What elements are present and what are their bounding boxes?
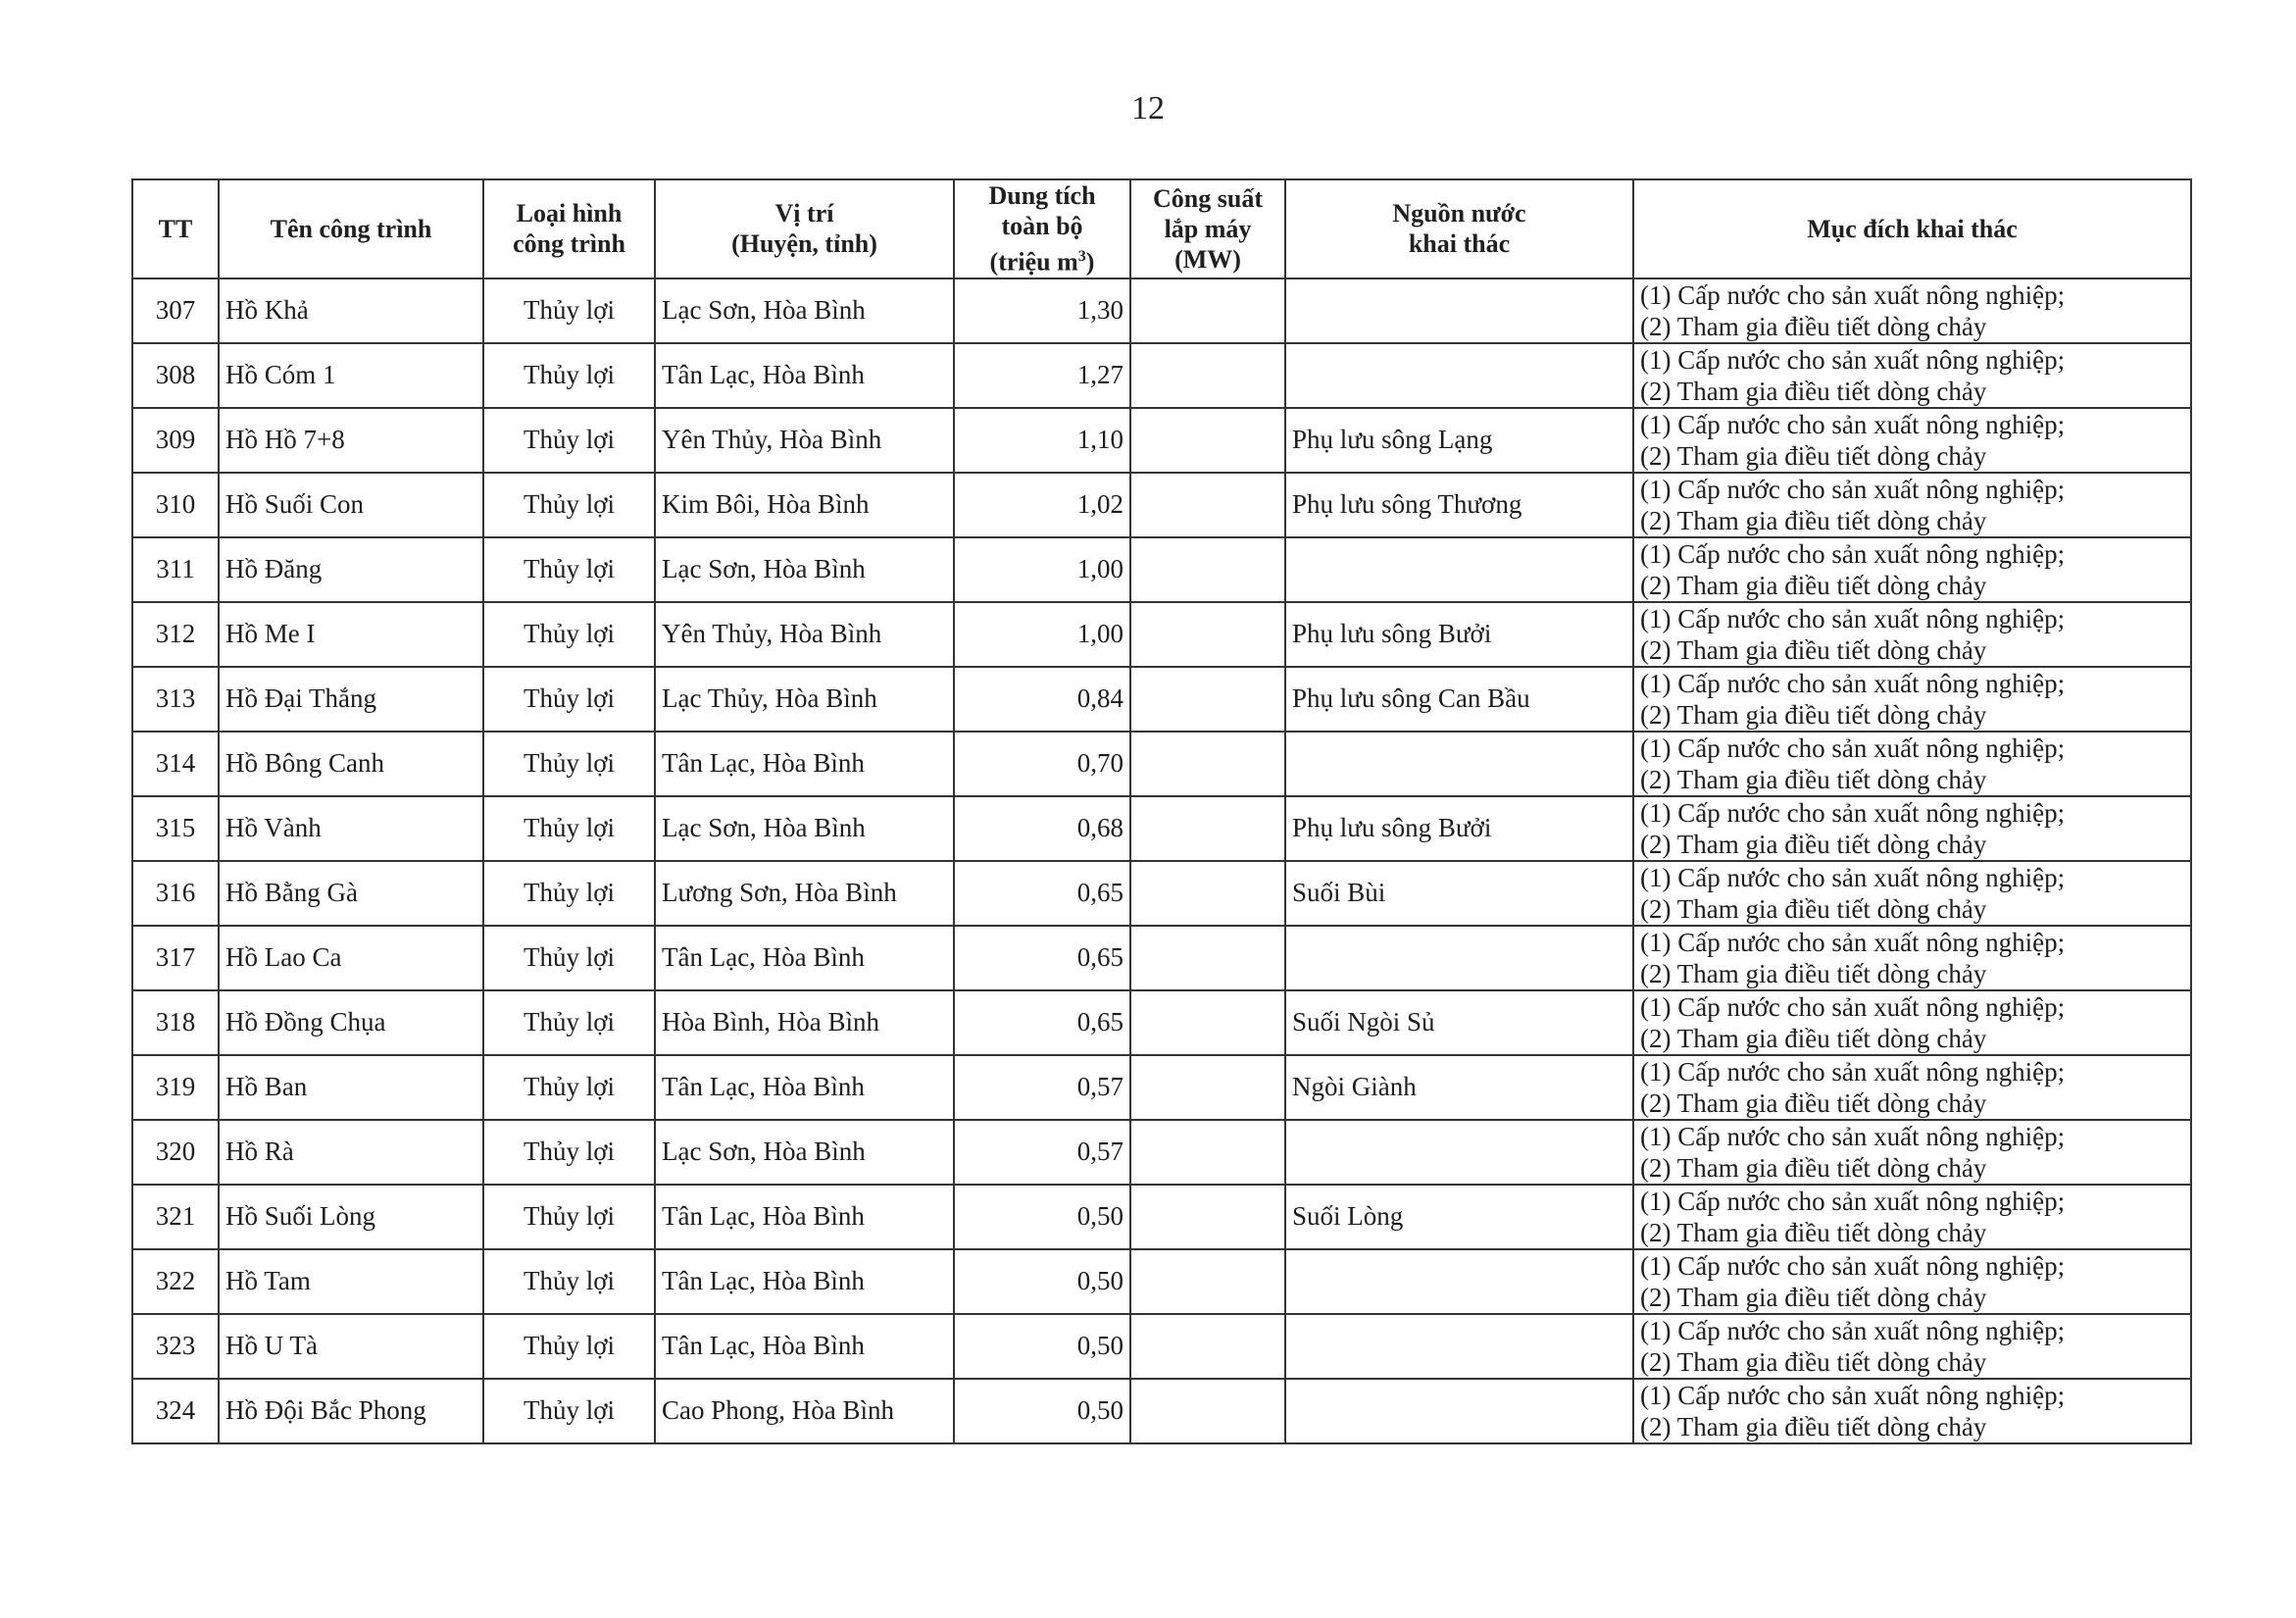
purpose-line-2: (2) Tham gia điều tiết dòng chảy: [1640, 829, 1987, 859]
table-row: [132, 732, 2191, 796]
cell-source: [1285, 1379, 1633, 1443]
cell-tt: 319: [132, 1055, 219, 1120]
table-row: [132, 667, 2191, 732]
purpose-line-1: (1) Cấp nước cho sản xuất nông nghiệp;: [1640, 668, 2066, 698]
cell-power: [1130, 473, 1285, 537]
table-row: [132, 1314, 2191, 1379]
cell-power: [1130, 1055, 1285, 1120]
cell-type: Thủy lợi: [483, 1055, 655, 1120]
cell-purpose: [1633, 1314, 2191, 1379]
cell-capacity: 0,68: [954, 796, 1130, 861]
cell-name: Hồ Đội Bắc Phong: [219, 1379, 483, 1443]
purpose-line-2: (2) Tham gia điều tiết dòng chảy: [1640, 1152, 1987, 1183]
header-source: Nguồn nước khai thác: [1285, 179, 1633, 278]
purpose-line-1: (1) Cấp nước cho sản xuất nông nghiệp;: [1640, 797, 2066, 828]
cell-name: Hồ U Tà: [219, 1314, 483, 1379]
cell-name: Hồ Vành: [219, 796, 483, 861]
cell-location: Lạc Sơn, Hòa Bình: [655, 796, 954, 861]
cell-name: Hồ Hồ 7+8: [219, 408, 483, 473]
table-header: [132, 179, 2191, 278]
cell-name: Hồ Ban: [219, 1055, 483, 1120]
cell-location: Lạc Sơn, Hòa Bình: [655, 1120, 954, 1185]
cell-location: Kim Bôi, Hòa Bình: [655, 473, 954, 537]
table-row: [132, 861, 2191, 926]
cell-name: Hồ Suối Lòng: [219, 1185, 483, 1249]
page-number: 12: [1131, 90, 1165, 126]
cell-power: [1130, 667, 1285, 732]
table-row: [132, 1185, 2191, 1249]
purpose-line-2: (2) Tham gia điều tiết dòng chảy: [1640, 634, 1987, 665]
purpose-line-2: (2) Tham gia điều tiết dòng chảy: [1640, 1346, 1987, 1377]
cell-type: Thủy lợi: [483, 537, 655, 602]
purpose-line-2: (2) Tham gia điều tiết dòng chảy: [1640, 893, 1987, 924]
cell-capacity: 1,10: [954, 408, 1130, 473]
cell-type: Thủy lợi: [483, 602, 655, 667]
cell-location: Tân Lạc, Hòa Bình: [655, 926, 954, 990]
cell-source: Phụ lưu sông Lạng: [1285, 408, 1633, 473]
cell-tt: 317: [132, 926, 219, 990]
purpose-line-1: (1) Cấp nước cho sản xuất nông nghiệp;: [1640, 991, 2066, 1022]
table-row: [132, 926, 2191, 990]
header-capacity: Dung tích toàn bộ (triệu $m^3$): [954, 179, 1130, 278]
cell-capacity: 0,50: [954, 1249, 1130, 1314]
cell-source: Suối Lòng: [1285, 1185, 1633, 1249]
cell-capacity: 1,02: [954, 473, 1130, 537]
purpose-line-1: (1) Cấp nước cho sản xuất nông nghiệp;: [1640, 927, 2066, 957]
purpose-line-1: (1) Cấp nước cho sản xuất nông nghiệp;: [1640, 538, 2066, 569]
cell-power: [1130, 278, 1285, 343]
table-row: [132, 1249, 2191, 1314]
cell-tt: 309: [132, 408, 219, 473]
cell-purpose: [1633, 473, 2191, 537]
purpose-line-1: (1) Cấp nước cho sản xuất nông nghiệp;: [1640, 603, 2066, 633]
cell-capacity: 1,30: [954, 278, 1130, 343]
cell-tt: 314: [132, 732, 219, 796]
cell-source: [1285, 1249, 1633, 1314]
cell-location: Tân Lạc, Hòa Bình: [655, 1249, 954, 1314]
cell-capacity: 0,65: [954, 861, 1130, 926]
cell-location: Yên Thủy, Hòa Bình: [655, 408, 954, 473]
header-row: [132, 179, 2191, 278]
cell-tt: 318: [132, 990, 219, 1055]
cell-type: Thủy lợi: [483, 1314, 655, 1379]
cell-capacity: 1,00: [954, 537, 1130, 602]
cell-type: Thủy lợi: [483, 1120, 655, 1185]
cell-type: Thủy lợi: [483, 278, 655, 343]
cell-type: Thủy lợi: [483, 1249, 655, 1314]
purpose-line-2: (2) Tham gia điều tiết dòng chảy: [1640, 764, 1987, 794]
header-tt: TT: [132, 179, 219, 278]
table-row: [132, 537, 2191, 602]
cell-name: Hồ Lao Ca: [219, 926, 483, 990]
cell-power: [1130, 1314, 1285, 1379]
reservoir-table: [131, 178, 2192, 1444]
cell-power: [1130, 1379, 1285, 1443]
table-row: [132, 343, 2191, 408]
table-row: [132, 602, 2191, 667]
table-row: [132, 796, 2191, 861]
cell-tt: 324: [132, 1379, 219, 1443]
cell-purpose: [1633, 278, 2191, 343]
cell-tt: 308: [132, 343, 219, 408]
cell-source: Phụ lưu sông Thương: [1285, 473, 1633, 537]
cell-capacity: 0,65: [954, 990, 1130, 1055]
table-body: [132, 278, 2191, 1443]
cell-tt: 310: [132, 473, 219, 537]
cell-location: Lương Sơn, Hòa Bình: [655, 861, 954, 926]
cell-name: Hồ Me I: [219, 602, 483, 667]
cell-power: [1130, 796, 1285, 861]
cell-source: Suối Bùi: [1285, 861, 1633, 926]
cell-name: Hồ Đăng: [219, 537, 483, 602]
table-row: [132, 990, 2191, 1055]
table-row: [132, 1120, 2191, 1185]
cell-purpose: [1633, 926, 2191, 990]
purpose-line-2: (2) Tham gia điều tiết dòng chảy: [1640, 440, 1987, 471]
cell-tt: 323: [132, 1314, 219, 1379]
cell-tt: 316: [132, 861, 219, 926]
purpose-line-2: (2) Tham gia điều tiết dòng chảy: [1640, 1411, 1987, 1441]
cell-power: [1130, 343, 1285, 408]
cell-source: [1285, 1120, 1633, 1185]
purpose-line-2: (2) Tham gia điều tiết dòng chảy: [1640, 699, 1987, 730]
purpose-line-1: (1) Cấp nước cho sản xuất nông nghiệp;: [1640, 279, 2066, 310]
purpose-line-2: (2) Tham gia điều tiết dòng chảy: [1640, 1217, 1987, 1247]
cell-location: Lạc Sơn, Hòa Bình: [655, 278, 954, 343]
purpose-line-1: (1) Cấp nước cho sản xuất nông nghiệp;: [1640, 409, 2066, 439]
cell-source: [1285, 732, 1633, 796]
cell-capacity: 0,50: [954, 1185, 1130, 1249]
cell-source: Suối Ngòi Sủ: [1285, 990, 1633, 1055]
table-row: [132, 1055, 2191, 1120]
cell-purpose: [1633, 343, 2191, 408]
cell-power: [1130, 1249, 1285, 1314]
purpose-line-1: (1) Cấp nước cho sản xuất nông nghiệp;: [1640, 862, 2066, 892]
cell-capacity: 1,27: [954, 343, 1130, 408]
cell-source: [1285, 926, 1633, 990]
cell-type: Thủy lợi: [483, 408, 655, 473]
cell-source: Phụ lưu sông Can Bầu: [1285, 667, 1633, 732]
cell-capacity: 0,65: [954, 926, 1130, 990]
cell-type: Thủy lợi: [483, 1185, 655, 1249]
cell-power: [1130, 861, 1285, 926]
purpose-line-1: (1) Cấp nước cho sản xuất nông nghiệp;: [1640, 474, 2066, 504]
cell-power: [1130, 926, 1285, 990]
cell-purpose: [1633, 1055, 2191, 1120]
cell-tt: 311: [132, 537, 219, 602]
purpose-line-2: (2) Tham gia điều tiết dòng chảy: [1640, 570, 1987, 600]
purpose-line-1: (1) Cấp nước cho sản xuất nông nghiệp;: [1640, 1380, 2066, 1410]
cell-purpose: [1633, 537, 2191, 602]
cell-purpose: [1633, 796, 2191, 861]
cell-source: Phụ lưu sông Bưởi: [1285, 602, 1633, 667]
cell-power: [1130, 602, 1285, 667]
purpose-line-2: (2) Tham gia điều tiết dòng chảy: [1640, 376, 1987, 406]
cell-name: Hồ Suối Con: [219, 473, 483, 537]
cell-purpose: [1633, 990, 2191, 1055]
cell-location: Cao Phong, Hòa Bình: [655, 1379, 954, 1443]
cell-location: Tân Lạc, Hòa Bình: [655, 1185, 954, 1249]
cell-type: Thủy lợi: [483, 926, 655, 990]
cell-type: Thủy lợi: [483, 343, 655, 408]
purpose-line-1: (1) Cấp nước cho sản xuất nông nghiệp;: [1640, 1250, 2066, 1281]
cell-location: Yên Thủy, Hòa Bình: [655, 602, 954, 667]
cell-type: Thủy lợi: [483, 1379, 655, 1443]
purpose-line-1: (1) Cấp nước cho sản xuất nông nghiệp;: [1640, 1121, 2066, 1151]
cell-name: Hồ Bông Canh: [219, 732, 483, 796]
cell-name: Hồ Cóm 1: [219, 343, 483, 408]
cell-location: Tân Lạc, Hòa Bình: [655, 1314, 954, 1379]
cell-tt: 313: [132, 667, 219, 732]
cell-type: Thủy lợi: [483, 732, 655, 796]
cell-name: Hồ Rà: [219, 1120, 483, 1185]
cell-tt: 321: [132, 1185, 219, 1249]
header-location: Vị trí (Huyện, tỉnh): [655, 179, 954, 278]
cell-source: [1285, 1314, 1633, 1379]
cell-source: [1285, 537, 1633, 602]
cell-power: [1130, 732, 1285, 796]
header-power: Công suất lắp máy (MW): [1130, 179, 1285, 278]
cell-type: Thủy lợi: [483, 861, 655, 926]
cell-name: Hồ Đại Thắng: [219, 667, 483, 732]
purpose-line-2: (2) Tham gia điều tiết dòng chảy: [1640, 1087, 1987, 1118]
cell-power: [1130, 537, 1285, 602]
cell-name: Hồ Đồng Chụa: [219, 990, 483, 1055]
cell-purpose: [1633, 1120, 2191, 1185]
cell-location: Lạc Sơn, Hòa Bình: [655, 537, 954, 602]
purpose-line-1: (1) Cấp nước cho sản xuất nông nghiệp;: [1640, 733, 2066, 763]
cell-location: Hòa Bình, Hòa Bình: [655, 990, 954, 1055]
cell-location: Tân Lạc, Hòa Bình: [655, 1055, 954, 1120]
purpose-line-2: (2) Tham gia điều tiết dòng chảy: [1640, 311, 1987, 341]
cell-location: Lạc Thủy, Hòa Bình: [655, 667, 954, 732]
cell-tt: 315: [132, 796, 219, 861]
cell-source: [1285, 343, 1633, 408]
cell-location: Tân Lạc, Hòa Bình: [655, 343, 954, 408]
cell-capacity: 0,57: [954, 1055, 1130, 1120]
cell-tt: 312: [132, 602, 219, 667]
cell-purpose: [1633, 1249, 2191, 1314]
cell-source: [1285, 278, 1633, 343]
purpose-line-2: (2) Tham gia điều tiết dòng chảy: [1640, 958, 1987, 988]
cell-tt: 320: [132, 1120, 219, 1185]
purpose-line-1: (1) Cấp nước cho sản xuất nông nghiệp;: [1640, 1315, 2066, 1345]
purpose-line-2: (2) Tham gia điều tiết dòng chảy: [1640, 1023, 1987, 1053]
cell-purpose: [1633, 1379, 2191, 1443]
header-name: Tên công trình: [219, 179, 483, 278]
cell-location: Tân Lạc, Hòa Bình: [655, 732, 954, 796]
cell-name: Hồ Bằng Gà: [219, 861, 483, 926]
cell-purpose: [1633, 1185, 2191, 1249]
table-row: [132, 408, 2191, 473]
cell-capacity: 0,57: [954, 1120, 1130, 1185]
cell-tt: 307: [132, 278, 219, 343]
cell-source: Ngòi Giành: [1285, 1055, 1633, 1120]
cell-purpose: [1633, 861, 2191, 926]
cell-capacity: 1,00: [954, 602, 1130, 667]
cell-name: Hồ Tam: [219, 1249, 483, 1314]
cell-capacity: 0,50: [954, 1314, 1130, 1379]
purpose-line-1: (1) Cấp nước cho sản xuất nông nghiệp;: [1640, 1186, 2066, 1216]
purpose-line-2: (2) Tham gia điều tiết dòng chảy: [1640, 505, 1987, 535]
cell-type: Thủy lợi: [483, 473, 655, 537]
cell-type: Thủy lợi: [483, 667, 655, 732]
cell-power: [1130, 408, 1285, 473]
cell-purpose: [1633, 602, 2191, 667]
table-row: [132, 1379, 2191, 1443]
cell-purpose: [1633, 732, 2191, 796]
cell-purpose: [1633, 408, 2191, 473]
table-row: [132, 278, 2191, 343]
cell-power: [1130, 1185, 1285, 1249]
purpose-line-1: (1) Cấp nước cho sản xuất nông nghiệp;: [1640, 344, 2066, 375]
table-row: [132, 473, 2191, 537]
cell-tt: 322: [132, 1249, 219, 1314]
cell-type: Thủy lợi: [483, 990, 655, 1055]
cell-name: Hồ Khả: [219, 278, 483, 343]
cell-power: [1130, 990, 1285, 1055]
header-purpose: Mục đích khai thác: [1633, 179, 2191, 278]
purpose-line-1: (1) Cấp nước cho sản xuất nông nghiệp;: [1640, 1056, 2066, 1087]
purpose-line-2: (2) Tham gia điều tiết dòng chảy: [1640, 1282, 1987, 1312]
header-type: Loại hình công trình: [483, 179, 655, 278]
cell-capacity: 0,50: [954, 1379, 1130, 1443]
cell-capacity: 0,84: [954, 667, 1130, 732]
cell-source: Phụ lưu sông Bưởi: [1285, 796, 1633, 861]
cell-purpose: [1633, 667, 2191, 732]
cell-power: [1130, 1120, 1285, 1185]
cell-type: Thủy lợi: [483, 796, 655, 861]
cell-capacity: 0,70: [954, 732, 1130, 796]
